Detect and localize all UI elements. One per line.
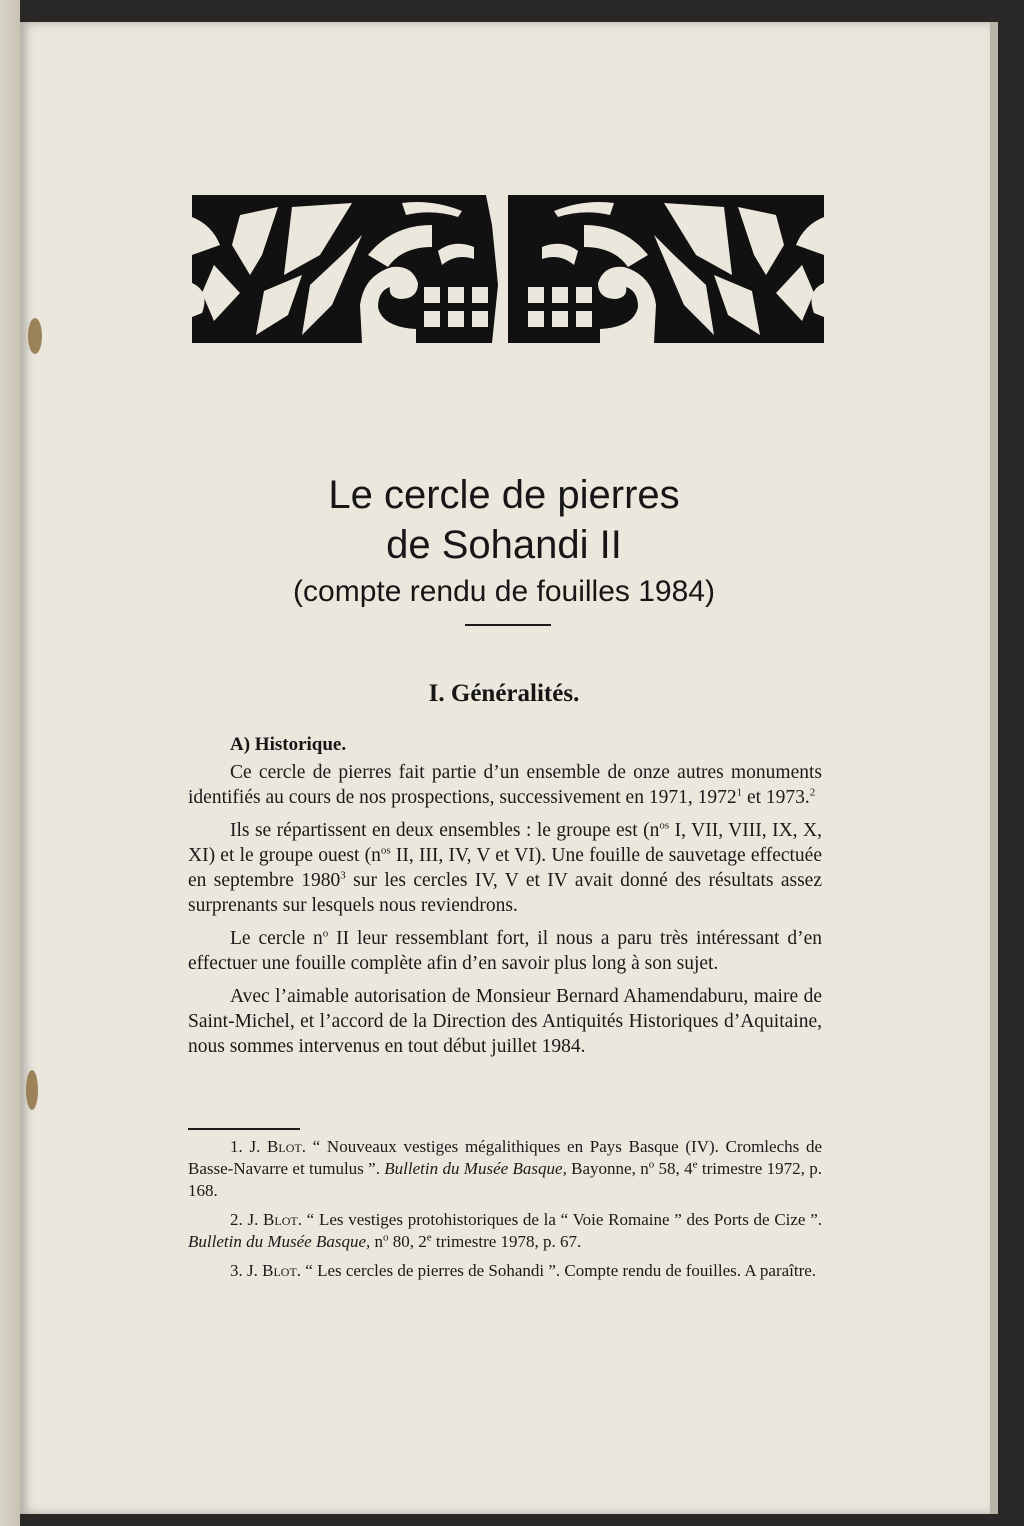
subsection-heading: A) Historique. [230,734,347,755]
title-divider [465,624,551,626]
article-title [188,470,820,612]
body-text [188,760,822,1067]
paragraph-1: Ce cercle de pierres fait partie d’un ensemble de onze autres monuments identifiés au cours de nos prospections, successivement en 1971, 1972$^1$ et 1973.$^2$ [188,762,822,808]
footnote-3: 3. J. Blot. “ Les cercles de pierres de Sohandi ”. Compte rendu de fouilles. A paraître. [230,1261,817,1280]
title-line-1: Le cercle de pierres [328,473,680,517]
section-heading: I. Généralités. [428,680,580,707]
paragraph-4: Avec l’aimable autorisation de Monsieur Bernard Ahamendaburu, maire de Saint-Michel, et l’accord de la Direction des Antiquités Historiques d’Aquitaine, nous sommes intervenus en tout début juillet 1984. [188,986,822,1057]
adjacent-page-edge [0,0,20,1526]
paragraph-3: Le cercle $n^o$ II leur ressemblant fort, il nous a paru très intéressant d’en effectuer une fouille complète afin d’en savoir plus long à son sujet. [188,927,822,974]
title-line-2: de Sohandi II [386,523,622,567]
paragraph-2: Ils se répartissent en deux ensembles : le groupe est ($n^{os}$ I, VII, VIII, IX, X, XI) et le groupe ouest ($n^{os}$ II, III, IV, V et VI). Une fouille de sauvetage effectuée en septembre 1980$^3$ sur les cercles IV, V et IV avait donné des résultats assez surprenants sur lesquels nous reviendrons. [188,819,822,916]
footnote-1: 1. J. Blot. “ Nouveaux vestiges mégalithiques en Pays Basque (IV). Cromlechs de Basse-Navarre et tumulus ”. Bulletin du Musée Basque, Bayonne, $n^o$ 58, 4e trimestre 1972, p. 168. [188,1137,823,1200]
decorative-ornament-band [192,195,824,343]
paper-stain [26,1070,38,1110]
title-subtitle: (compte rendu de fouilles 1984) [293,575,715,608]
footnote-divider [188,1128,300,1130]
footnote-2: 2. J. Blot. “ Les vestiges protohistoriques de la “ Voie Romaine ” des Ports de Cize ”. Bulletin du Musée Basque, $n^o$ 80, 2e trimestre 1978, p. 67. [188,1210,822,1251]
page-edge [990,22,998,1514]
paper-stain [28,318,42,354]
footnotes [188,1136,822,1289]
